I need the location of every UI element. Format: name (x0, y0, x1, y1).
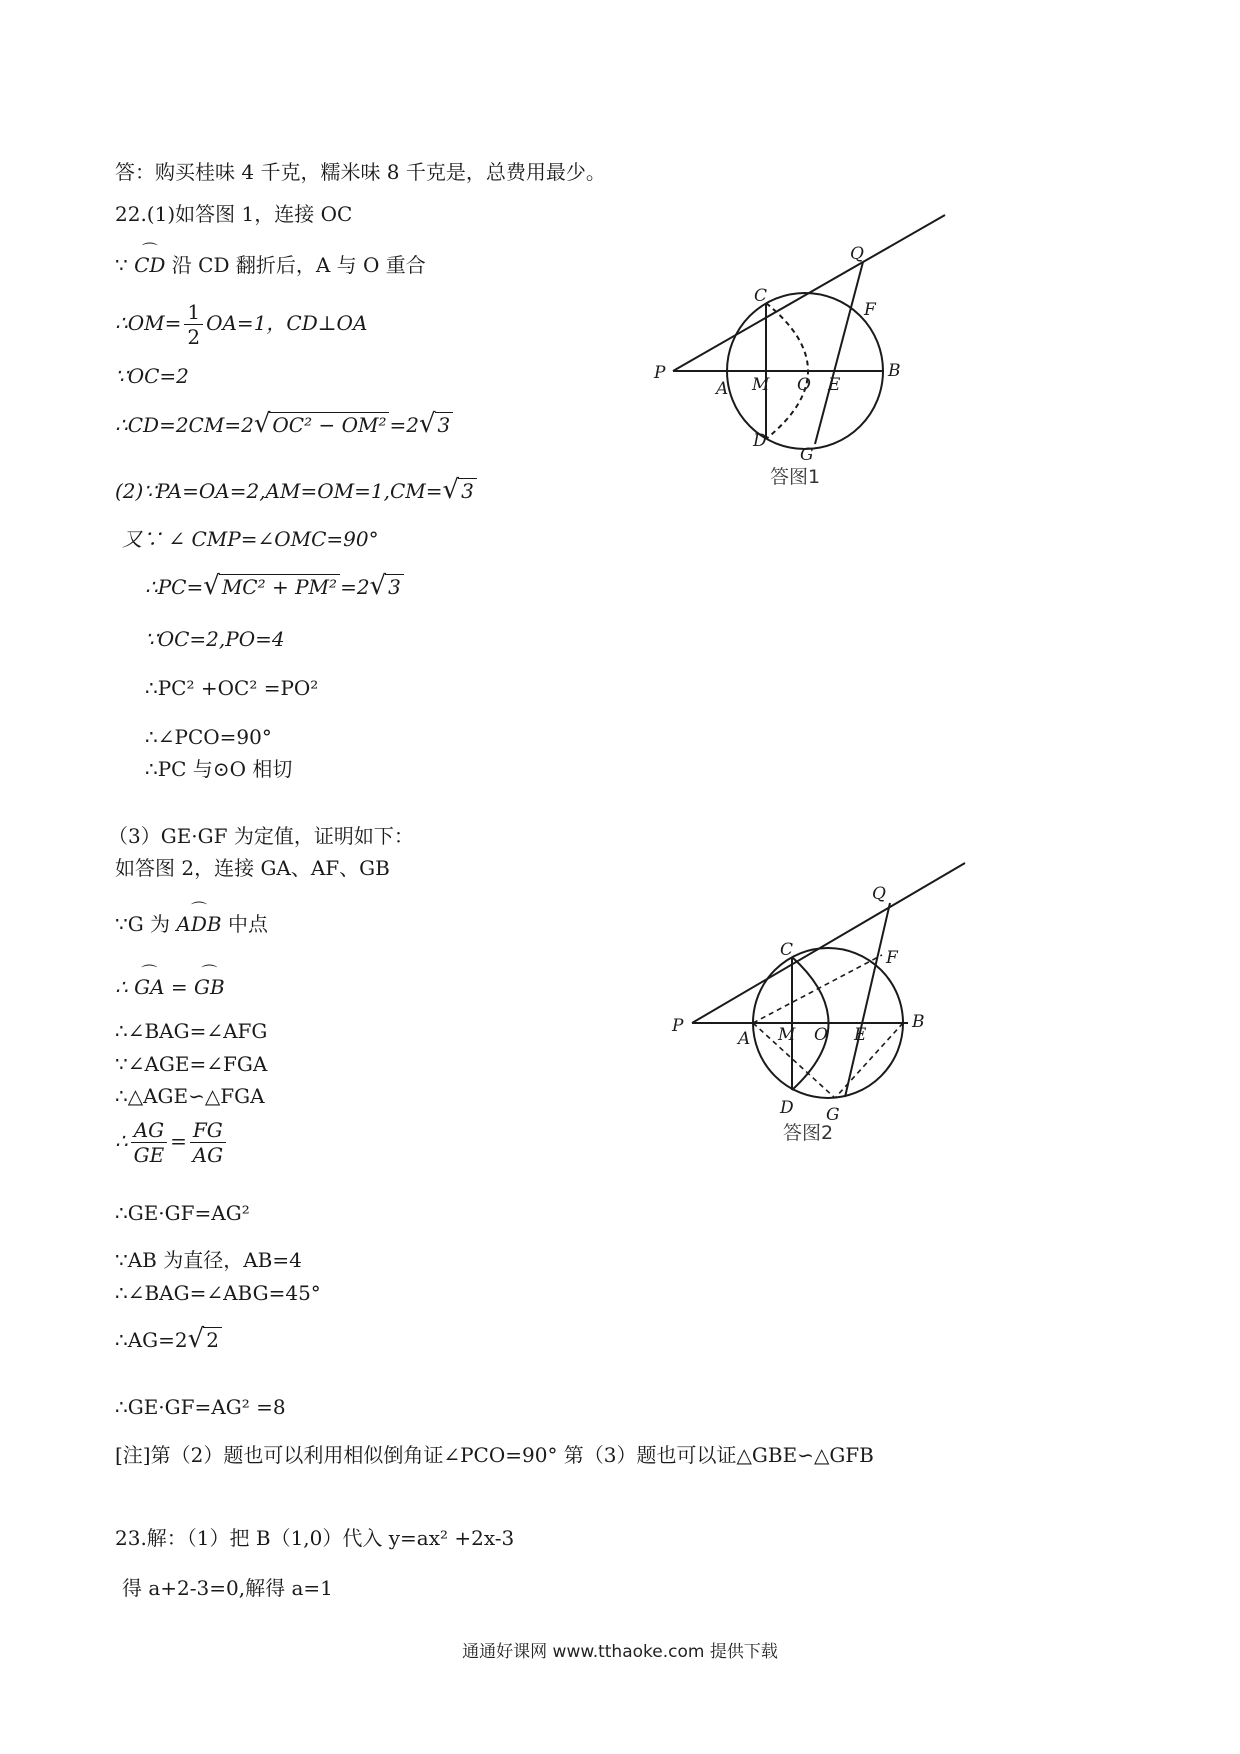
q22-cd-line: ∴CD=2CM=2√ OC² − OM² =2√ 3 (115, 410, 453, 439)
point-q: Q (850, 244, 864, 264)
point-f: F (864, 300, 876, 320)
figure-1-caption: 答图1 (770, 466, 821, 488)
geometry-figure-2 (640, 845, 980, 1155)
page-footer: 通通好课网 www.tthaoke.com 提供下载 (462, 1642, 778, 1662)
q22-bag-line: ∴∠BAG=∠AFG (115, 1019, 268, 1043)
point-c: C (754, 286, 768, 306)
q22-diameter-line: ∵AB 为直径，AB=4 (115, 1248, 302, 1272)
point-b: B (888, 361, 901, 381)
arc-gb: ⌒ GB (194, 973, 225, 1001)
point-q: Q (872, 884, 886, 904)
q22-note-line: [注]第（2）题也可以利用相似倒角证∠PCO=90° 第（3）题也可以证△GBE∽△GFB (115, 1443, 874, 1467)
q22-45deg-line: ∴∠BAG=∠ABG=45° (115, 1281, 321, 1305)
q22-result-line: ∴GE·GF=AG² =8 (115, 1395, 286, 1419)
q22-midpoint-line: ∵G 为 ⌒ ADB 中点 (115, 910, 268, 938)
q22-pco-line: ∴∠PCO=90° (145, 725, 272, 749)
point-o: O (814, 1025, 828, 1045)
point-e: E (828, 375, 841, 395)
q22-age-line: ∵∠AGE=∠FGA (115, 1052, 268, 1076)
point-a: A (716, 379, 729, 399)
q22-po-line: ∵OC=2,PO=4 (145, 627, 285, 651)
point-f: F (886, 948, 898, 968)
point-d: D (780, 1098, 794, 1118)
q22-ratio-line: ∴ $\frac{AG}{GE}$ = $\frac{FG}{AG}$ (115, 1118, 229, 1167)
fraction-fg-ag: $\frac{FG}{AG}$ (190, 1118, 226, 1167)
point-e: E (854, 1025, 867, 1045)
q22-part3-heading: （3）GE·GF 为定值，证明如下： (108, 824, 414, 848)
point-p: P (654, 363, 666, 383)
fraction-half: $\frac{1}{2}$ (184, 300, 203, 349)
q22-angle-line: 又∵ ∠ CMP=∠OMC=90° (122, 527, 379, 551)
q22-pc-line: ∴PC=√ MC² + PM² =2√ 3 (145, 572, 404, 601)
answer-summary: 答：购买桂味 4 千克，糯米味 8 千克是，总费用最少。 (115, 160, 606, 184)
arc-cd: ⌒ CD (134, 251, 165, 279)
q23-solve-line: 得 a+2-3=0,解得 a=1 (122, 1576, 333, 1600)
q22-connect-line: 如答图 2，连接 GA、AF、GB (115, 856, 390, 880)
q22-pythag-line: ∴PC² +OC² =PO² (145, 676, 319, 700)
q22-oc-line: ∵OC=2 (115, 364, 189, 388)
q22-ag-line: ∴AG=2√ 2 (115, 1325, 222, 1354)
point-c: C (780, 940, 794, 960)
q22-om-line: ∴OM= $\frac{1}{2}$ OA=1，CD⊥OA (115, 300, 368, 349)
figure-2-caption: 答图2 (783, 1122, 834, 1144)
geometry-figure-1 (640, 200, 960, 500)
point-b: B (912, 1012, 925, 1032)
point-g: G (800, 445, 814, 465)
point-m: M (778, 1025, 796, 1045)
point-g: G (826, 1105, 840, 1125)
q23-heading: 23.解：（1）把 B（1,0）代入 y=ax² +2x-3 (115, 1526, 515, 1550)
arc-adb: ⌒ ADB (176, 910, 221, 938)
point-p: P (672, 1016, 684, 1036)
q22-arc-equal-line: ∴ ⌒ GA = ⌒ GB (115, 973, 225, 1001)
point-m: M (752, 375, 770, 395)
point-o: O (797, 375, 811, 395)
q22-part1-heading: 22.(1)如答图 1，连接 OC (115, 202, 353, 226)
point-a: A (738, 1029, 751, 1049)
fraction-ag-ge: $\frac{AG}{GE}$ (131, 1118, 167, 1167)
arc-ga: ⌒ GA (134, 973, 164, 1001)
q22-tangent-line: ∴PC 与⊙O 相切 (145, 757, 293, 781)
q22-product-line: ∴GE·GF=AG² (115, 1201, 250, 1225)
q22-part2-line: (2)∵PA=OA=2,AM=OM=1,CM=√ 3 (115, 476, 477, 505)
point-d: D (753, 431, 767, 451)
q22-fold-line: ∵ ⌒ CD 沿 CD 翻折后，A 与 O 重合 (115, 251, 426, 279)
q22-similar-line: ∴△AGE∽△FGA (115, 1084, 265, 1108)
